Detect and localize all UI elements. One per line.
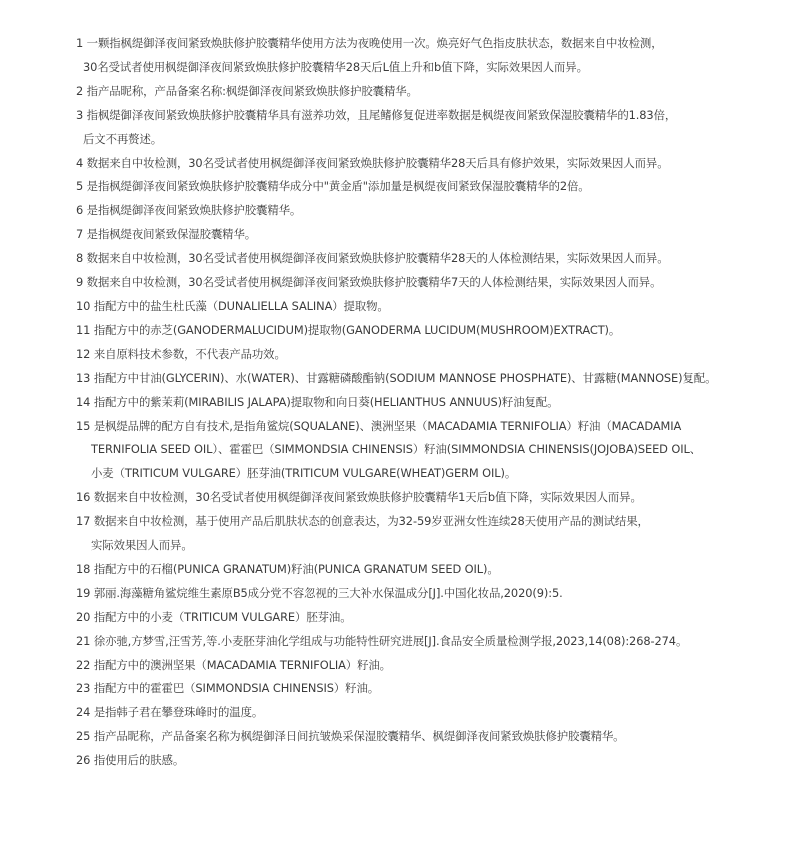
footnote-5: 5 是指枫缇御泽夜间紧致焕肤修护胶囊精华成分中"黄金盾"添加量是枫缇夜间紧致保湿胶囊精华的2倍。 (76, 179, 590, 194)
footnote-16: 16 数据来自中妆检测，30名受试者使用枫缇御泽夜间紧致焕肤修护胶囊精华1天后b值下降，实际效果因人而异。 (76, 490, 642, 505)
footnote-13: 13 指配方中甘油(GLYCERIN)、水(WATER)、甘露糖磷酸酯钠(SODIUM MANNOSE PHOSPHATE)、甘露糖(MANNOSE)复配。 (76, 370, 717, 385)
footnote-1: 1 一颗指枫缇御泽夜间紧致焕肤修护胶囊精华使用方法为夜晚使用一次。焕亮好气色指皮肤状态，数据来自中妆检测， (76, 36, 663, 50)
footnote-15-continuation: 小麦（TRITICUM VULGARE）胚芽油(TRITICUM VULGARE(WHEAT)GERM OIL)。 (91, 466, 517, 481)
footnote-19: 19 郭丽.海藻糖角鲨烷维生素原B5成分党不容忽视的三大补水保温成分[J].中国化妆品,2020(9):5. (76, 585, 563, 600)
footnote-17: 17 数据来自中妆检测，基于使用产品后肌肤状态的创意表达，为32-59岁亚洲女性连续28天使用产品的测试结果， (76, 514, 649, 529)
footnote-25: 25 指产品昵称，产品备案名称为枫缇御泽日间抗皱焕采保湿胶囊精华、枫缇御泽夜间紧致焕肤修护胶囊精华。 (76, 729, 625, 744)
footnote-2: 2 指产品昵称，产品备案名称:枫缇御泽夜间紧致焕肤修护胶囊精华。 (76, 83, 418, 98)
footnote-6: 6 是指枫缇御泽夜间紧致焕肤修护胶囊精华。 (76, 203, 302, 218)
footnote-4: 4 数据来自中妆检测，30名受试者使用枫缇御泽夜间紧致焕肤修护胶囊精华28天后具有修护效果，实际效果因人而异。 (76, 155, 669, 170)
footnote-15: 15 是枫缇品牌的配方自有技术,是指角鲨烷(SQUALANE)、澳洲坚果（MACADAMIA TERNIFOLIA）籽油（MACADAMIA (76, 418, 682, 433)
footnote-8: 8 数据来自中妆检测，30名受试者使用枫缇御泽夜间紧致焕肤修护胶囊精华28天的人体检测结果，实际效果因人而异。 (76, 251, 669, 266)
footnote-12: 12 来自原料技术参数，不代表产品功效。 (76, 346, 286, 361)
footnote-3-continuation: 后文不再赘述。 (83, 131, 163, 146)
footnote-7: 7 是指枫缇夜间紧致保湿胶囊精华。 (76, 227, 257, 242)
footnote-20: 20 指配方中的小麦（TRITICUM VULGARE）胚芽油。 (76, 609, 352, 624)
footnote-3: 3 指枫缇御泽夜间紧致焕肤修护胶囊精华具有滋养功效，且尾鳍修复促进率数据是枫缇夜间紧致保湿胶囊精华的1.83倍， (76, 107, 677, 122)
footnote-14: 14 指配方中的紫茉莉(MIRABILIS JALAPA)提取物和向日葵(HELIANTHUS ANNUUS)籽油复配。 (76, 394, 559, 409)
footnote-10: 10 指配方中的盐生杜氏藻（DUNALIELLA SALINA）提取物。 (76, 298, 389, 313)
footnote-23: 23 指配方中的霍霍巴（SIMMONDSIA CHINENSIS）籽油。 (76, 681, 380, 696)
footnotes-list (76, 32, 788, 773)
footnote-17-continuation: 实际效果因人而异。 (91, 538, 193, 553)
footnote-26: 26 指使用后的肤感。 (76, 753, 185, 768)
footnote-24: 24 是指韩子君在攀登珠峰时的温度。 (76, 705, 264, 720)
footnote-1-continuation: 30名受试者使用枫缇御泽夜间紧致焕肤修护胶囊精华28天后L值上升和b值下降，实际效果因人而异。 (83, 59, 588, 74)
footnote-15-continuation: TERNIFOLIA SEED OIL）、霍霍巴（SIMMONDSIA CHINENSIS）籽油(SIMMONDSIA CHINENSIS(JOJOBA)SEED OIL、 (91, 442, 702, 457)
footnote-22: 22 指配方中的澳洲坚果（MACADAMIA TERNIFOLIA）籽油。 (76, 657, 391, 672)
footnote-11: 11 指配方中的赤芝(GANODERMALUCIDUM)提取物(GANODERMA LUCIDUM(MUSHROOM)EXTRACT)。 (76, 322, 621, 337)
footnote-18: 18 指配方中的石榴(PUNICA GRANATUM)籽油(PUNICA GRANATUM SEED OIL)。 (76, 561, 499, 576)
footnote-21: 21 徐亦驰,方梦雪,汪雪芳,等.小麦胚芽油化学组成与功能特性研究进展[J].食品安全质量检测学报,2023,14(08):268-274。 (76, 633, 688, 648)
footnote-9: 9 数据来自中妆检测，30名受试者使用枫缇御泽夜间紧致焕肤修护胶囊精华7天的人体检测结果，实际效果因人而异。 (76, 275, 662, 290)
